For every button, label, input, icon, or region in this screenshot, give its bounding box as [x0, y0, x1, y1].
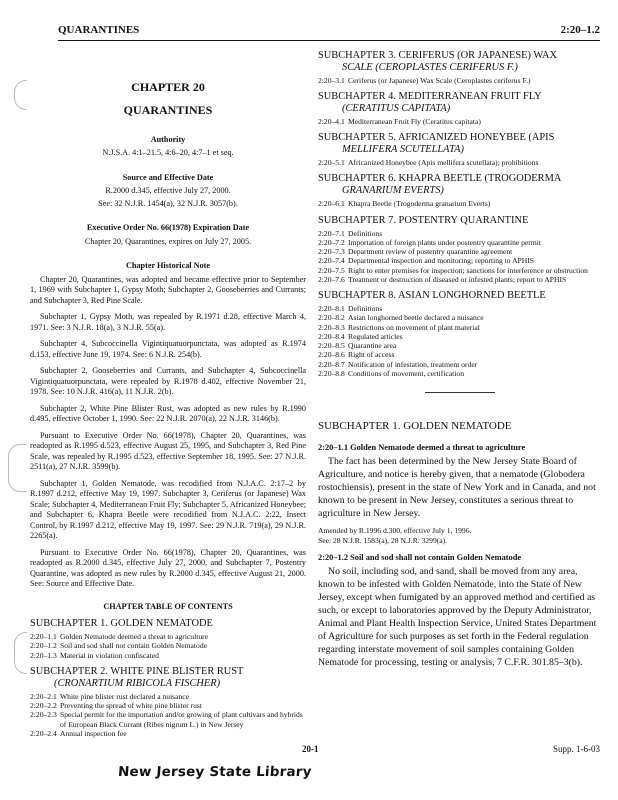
- authority-text: N.J.S.A. 4:1–21.5, 4:6–20, 4:7–1 et seq.: [102, 148, 234, 158]
- toc-section-title: Importation of foreign plants under postentry quarantine permit: [348, 237, 541, 247]
- toc-section-title: Soil and sod shall not contain Golden Nematode: [60, 641, 207, 651]
- toc-section-number: 2:20–8.2: [318, 313, 345, 323]
- toc-section-number: 2:20–7.1: [318, 228, 345, 238]
- toc-section-number: 2:20–7.4: [318, 256, 345, 266]
- toc-section-number: 2:20–1.2: [30, 641, 57, 651]
- historical-note-paragraph: Chapter 20, Quarantines, was adopted and became effective prior to September 1, 1969 with Subchapter 1, Gypsy Moth; Subchapter 2, Gooseberries and Currants; and Subchapter 3, Red Pine Scale.: [30, 274, 306, 305]
- toc-section-title: Quarantine area: [348, 341, 397, 351]
- running-header: [58, 24, 600, 41]
- toc-subchapter-title-line: (CERATITUS CAPITATA): [342, 103, 451, 115]
- toc-subchapter-title-line: (CRONARTIUM RIBICOLA FISCHER): [54, 677, 221, 689]
- source-heading: Source and Effective Date: [122, 172, 214, 182]
- toc-entry: [318, 158, 602, 167]
- toc-entry: [318, 350, 602, 359]
- toc-subchapter-5: [318, 158, 602, 167]
- supplement-date: Supp. 1-6-03: [553, 744, 600, 754]
- toc-subchapter-8: [318, 304, 602, 378]
- page-number: 20-1: [302, 744, 319, 754]
- toc-subchapter-title: [318, 50, 602, 74]
- toc-subchapter-title-line: GRANARIUM EVERTS): [342, 185, 444, 197]
- toc-section-title: Definitions: [348, 228, 383, 238]
- toc-subchapter-title-line: SUBCHAPTER 4. MEDITERRANEAN FRUIT FLY: [318, 91, 542, 103]
- toc-section-number: 2:20–4.1: [318, 117, 345, 127]
- toc-section-number: 2:20–7.2: [318, 237, 345, 247]
- toc-entry: [318, 275, 602, 284]
- historical-note-heading: Chapter Historical Note: [126, 261, 210, 271]
- subchapter-heading: SUBCHAPTER 1. GOLDEN NEMATODE: [318, 420, 512, 433]
- toc-section-number: 2:20–2.1: [30, 691, 57, 701]
- toc-section-number: 2:20–8.3: [318, 322, 345, 332]
- chapter-number: CHAPTER 20: [131, 80, 205, 94]
- executive-order-text: Chapter 20, Quarantines, expires on July 27, 2005.: [84, 236, 252, 246]
- header-section-range: 2:20–1.2: [560, 24, 600, 36]
- toc-subchapter-title: SUBCHAPTER 7. POSTENTRY QUARANTINE: [318, 214, 529, 226]
- toc-section-title: Asian longhorned beetle declared a nuisance: [348, 313, 484, 323]
- toc-section-title: Africanized Honeybee (Apis mellifera scutellata); prohibitions: [348, 158, 539, 168]
- toc-section-title: Right to enter premises for inspection; sanctions for interference or obstruction: [348, 265, 588, 275]
- toc-section-title: Restrictions on movement of plant material: [348, 322, 480, 332]
- toc-subchapter-1: [30, 632, 306, 660]
- left-column: [30, 48, 306, 744]
- toc-entry: [30, 701, 306, 710]
- toc-entry: [30, 692, 306, 701]
- toc-section-number: 2:20–8.1: [318, 304, 345, 314]
- toc-subchapter-title-line: SUBCHAPTER 5. AFRICANIZED HONEYBEE (APIS: [318, 132, 555, 144]
- historical-note-paragraph: Subchapter 2, White Pine Blister Rust, was adopted as new rules by R.1990 d.495, effective October 1, 1990. See: 22 N.J.R. 2070(a), 22 N.J.R. 3146(b).: [30, 403, 306, 424]
- authority-heading: Authority: [150, 134, 186, 144]
- toc-entry: [318, 238, 602, 247]
- toc-entry: [318, 247, 602, 256]
- toc-subchapter-7: [318, 229, 602, 285]
- toc-subchapter-title-line: SCALE (CEROPLASTES CERIFERUS F.): [342, 61, 518, 73]
- toc-subchapter-3: [318, 76, 602, 85]
- toc-entry: [318, 304, 602, 313]
- toc-section-title: Regulated articles: [348, 331, 403, 341]
- toc-section-title: Mediterranean Fruit Fly (Ceratitus capitata): [348, 117, 481, 127]
- amendment-line: Amended by R.1996 d.300, effective July 1, 1996.: [318, 526, 472, 536]
- toc-section-number: 2:20–8.6: [318, 350, 345, 360]
- library-stamp: New Jersey State Library: [117, 764, 313, 780]
- toc-subchapter-title: SUBCHAPTER 8. ASIAN LONGHORNED BEETLE: [318, 290, 546, 302]
- toc-entry: [318, 117, 602, 126]
- toc-entry: [318, 369, 602, 378]
- rule-text: The fact has been determined by the New Jersey State Board of Agriculture, and notice is hereby given, that a nematode (Globodera rostochiensis), present in the state of New York and in Canada, and not known to be present in New Jersey, constitutes a serious threat to agriculture in New Jersey.: [318, 455, 596, 519]
- toc-entry: [30, 729, 306, 738]
- toc-entry: [318, 360, 602, 369]
- right-column: [318, 50, 602, 676]
- toc-section-number: 2:20–8.8: [318, 368, 345, 378]
- toc-section-title: White pine blister rust declared a nuisance: [60, 691, 190, 701]
- toc-entry: [30, 632, 306, 641]
- toc-subchapter-title-line: SUBCHAPTER 6. KHAPRA BEETLE (TROGODERMA: [318, 173, 562, 185]
- header-title: QUARANTINES: [58, 24, 140, 36]
- toc-subchapter-title-line: SUBCHAPTER 3. CERIFERUS (OR JAPANESE) WAX: [318, 50, 558, 61]
- toc-section-number: 2:20–8.4: [318, 331, 345, 341]
- toc-entry: [318, 199, 602, 208]
- toc-section-title: Treatment or destruction of diseased or infested plants; report to APHIS: [348, 274, 567, 284]
- toc-entry: [318, 313, 602, 322]
- toc-section-number: 2:20–6.1: [318, 199, 345, 209]
- amendment-line: See: 28 N.J.R. 1583(a), 28 N.J.R. 3299(a).: [318, 535, 448, 545]
- toc-subchapter-2: [30, 692, 306, 738]
- toc-entry: [318, 76, 602, 85]
- toc-entry: [318, 256, 602, 265]
- toc-section-title: Ceriferus (or Japanese) Wax Scale (Ceroplastes ceriferus F.): [348, 75, 531, 85]
- toc-section-title: Annual inspection fee: [60, 728, 127, 738]
- rule-heading: 2:20–1.1 Golden Nematode deemed a threat to agriculture: [318, 443, 526, 453]
- chapter-title: QUARANTINES: [123, 103, 213, 118]
- toc-entry: [30, 710, 306, 729]
- toc-subchapter-title: [318, 91, 602, 115]
- toc-entry: [318, 229, 602, 238]
- toc-section-number: 2:20–8.7: [318, 359, 345, 369]
- amendment-note: [318, 526, 602, 545]
- historical-note-paragraph: Subchapter 4, Subcoccinella Vigintiquatuorpunctata, was adopted as R.1974 d.153, effective June 19, 1974. See: 6 N.J.R. 254(b).: [30, 339, 306, 359]
- toc-subchapter-title: SUBCHAPTER 1. GOLDEN NEMATODE: [30, 618, 213, 630]
- toc-section-title: Khapra Beetle (Trogoderma granarium Everts): [348, 199, 491, 209]
- toc-section-title: Right of access: [348, 350, 395, 360]
- toc-section-number: 2:20–5.1: [318, 158, 345, 168]
- toc-section-title: Conditions of movement, certification: [348, 368, 464, 378]
- toc-entry: [318, 341, 602, 350]
- toc-entry: [318, 266, 602, 275]
- binding-hole-mark: [14, 80, 27, 110]
- historical-note-paragraph: Subchapter 2, Gooseberries and Currants, and Subchapter 4, Subcoccinella Vigintiquatuorpunctata, were repealed by R.1978 d.402, effective November 21, 1978. See: 10 N.J.R. 416(a), 11 N.J.R. 2(b).: [30, 366, 306, 397]
- rule-text: No soil, including sod, and sand, shall be moved from any area, known to be infested with Golden Nematode, into the State of New Jersey, except when fumigated by an approved method and certified as such, or except to laboratories approved by the Deputy Administrator, Animal and Plant Health Inspection Service, United States Department of Agriculture for such purposes as set forth in the Federal regulation regarding interstate movement of soil samples containing Golden Nematode for processing, testing or analysis, 7 C.F.R. 301.85–3(b).: [318, 566, 597, 668]
- historical-note-paragraph: Pursuant to Executive Order No. 66(1978), Chapter 20, Quarantines, was readopted as R.1995 d.523, effective August 25, 1995, and Subchapter 3, Red Pine Scale, was repealed by R.1995 d.523, effective September 18, 1995. See: 27 N.J.R. 2511(a), 27 N.J.R. 3599(b).: [30, 430, 306, 472]
- toc-section-number: 2:20–1.3: [30, 650, 57, 660]
- executive-order-heading: Executive Order No. 66(1978) Expiration Date: [86, 223, 250, 233]
- toc-section-title: Notification of infestation, treatment order: [348, 359, 478, 369]
- source-line: See: 32 N.J.R. 1454(a), 32 N.J.R. 3057(b).: [98, 198, 238, 208]
- toc-subchapter-title-line: MELLIFERA SCUTELLATA): [342, 144, 464, 156]
- historical-note-paragraph: Subchapter 1, Golden Nematode, was recodified from N.J.A.C. 2:17–2 by R.1997 d.212, effective May 19, 1997. Subchapter 3, Ceriferus (or Japanese) Wax Scale; Subchapter 4, Mediterranean Fruit Fly; Subchapter 5, Africanized Honeybee; and Subchapter 6, Khapra Beetle were recodified from N.J.A.C. 2:22, Insect Control, by R.1997 d.212, effective May 19, 1997. See: 29 N.J.R. 719(a), 29 N.J.R. 2265(a).: [30, 478, 306, 541]
- binding-hole-mark: [14, 632, 27, 674]
- toc-section-title: Definitions: [348, 304, 383, 314]
- toc-entry: [318, 323, 602, 332]
- toc-section-number: 2:20–3.1: [318, 75, 345, 85]
- toc-section-number: 2:20–1.1: [30, 632, 57, 642]
- toc-section-number: 2:20–7.5: [318, 265, 345, 275]
- toc-section-number: 2:20–2.4: [30, 728, 57, 738]
- toc-subchapter-6: [318, 199, 602, 208]
- toc-section-number: 2:20–2.2: [30, 701, 57, 711]
- toc-section-number: 2:20–7.3: [318, 247, 345, 257]
- rule-heading: 2:20–1.2 Soil and sod shall not contain Golden Nematode: [318, 553, 522, 563]
- toc-section-number: 2:20–8.5: [318, 341, 345, 351]
- toc-entry: [318, 332, 602, 341]
- page-footer: [0, 744, 618, 758]
- toc-section-title: Golden Nematode deemed a threat to agriculture: [60, 632, 209, 642]
- toc-section-number: 2:20–2.3: [30, 710, 57, 720]
- toc-section-title: Departmental inspection and monitoring; reporting to APHIS: [348, 256, 535, 266]
- toc-entry: [30, 651, 306, 660]
- toc-section-title: Department review of postentry quarantine agreement: [348, 247, 513, 257]
- toc-section-number: 2:20–7.6: [318, 274, 345, 284]
- toc-subchapter-title: [318, 132, 602, 156]
- historical-note-paragraph: Pursuant to Executive Order No. 66(1978), Chapter 20, Quarantines, was readopted as R.2000 d.345, effective July 27, 2000, and Subchapter 7, Postentry Quarantine, was adopted as new rules by R.2000 d.345, effective August 21, 2000. See: Source and Effective Date.: [30, 547, 306, 589]
- toc-section-title: Special permit for the importation and/or growing of plant cultivars and hybrids of European Black Currant (Ribes nigrum L.) in New Jersey: [60, 710, 303, 729]
- toc-entry: [30, 641, 306, 650]
- binding-hole-mark: [8, 444, 27, 492]
- toc-section-title: Preventing the spread of white pine blister rust: [60, 701, 202, 711]
- toc-subchapter-title-line: SUBCHAPTER 2. WHITE PINE BLISTER RUST: [30, 665, 244, 677]
- toc-subchapter-title: [30, 666, 306, 690]
- source-line: R.2000 d.345, effective July 27, 2000.: [105, 186, 231, 196]
- historical-note-paragraph: Subchapter 1, Gypsy Moth, was repealed by R.1971 d.28, effective March 4, 1971. See: 3 N.J.R. 18(a), 3 N.J.R. 55(a).: [30, 312, 306, 332]
- section-divider: [425, 392, 495, 393]
- toc-section-title: Material in violation confiscated: [60, 650, 159, 660]
- toc-subchapter-4: [318, 117, 602, 126]
- toc-subchapter-title: [318, 173, 602, 197]
- toc-heading: CHAPTER TABLE OF CONTENTS: [103, 601, 233, 611]
